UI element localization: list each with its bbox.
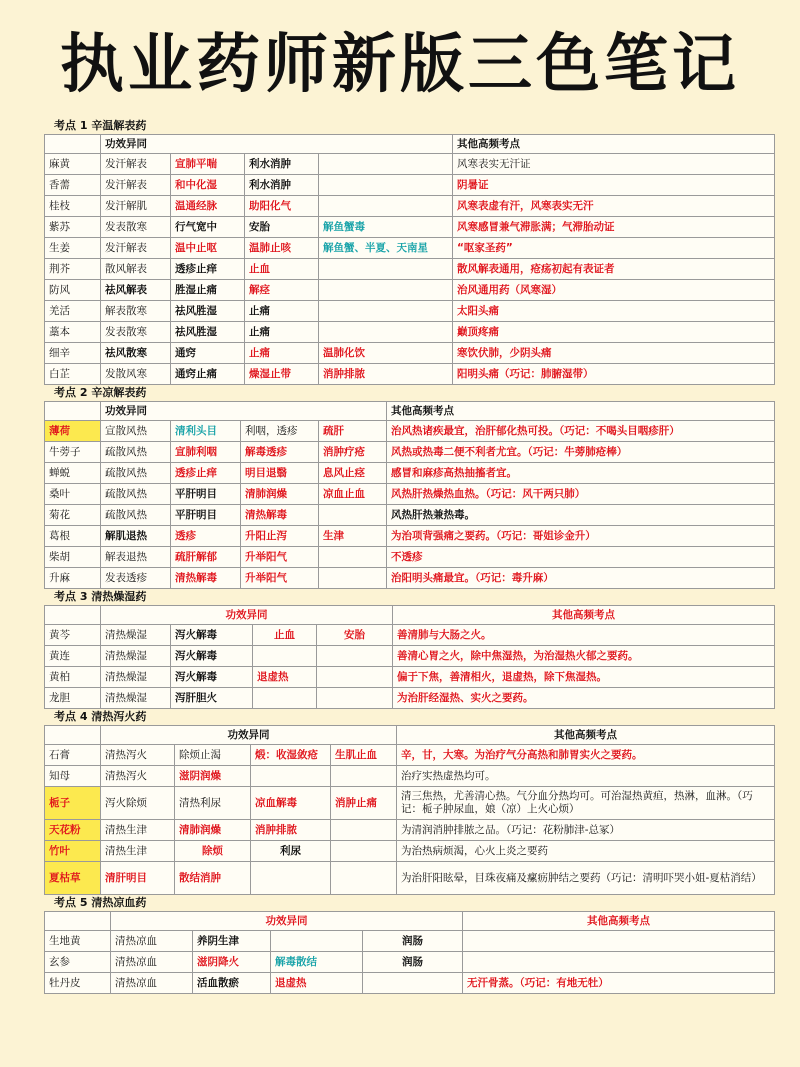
table-row bbox=[45, 364, 775, 385]
cell: “呕家圣药” bbox=[453, 238, 775, 259]
cell: 清利头目 bbox=[171, 421, 241, 442]
cell: 解表散寒 bbox=[101, 301, 171, 322]
table-row bbox=[45, 343, 775, 364]
table-row bbox=[45, 646, 775, 667]
cell: 平肝明目 bbox=[171, 484, 241, 505]
cell: 疏散风热 bbox=[101, 484, 171, 505]
cell: 清热燥湿 bbox=[101, 667, 171, 688]
section-5 bbox=[44, 895, 774, 994]
herb-name: 薄荷 bbox=[45, 421, 101, 442]
cell bbox=[251, 766, 331, 787]
table-row bbox=[45, 280, 775, 301]
table-row bbox=[45, 766, 775, 787]
section-table bbox=[44, 725, 775, 895]
header-cell: 功效异同 bbox=[101, 402, 387, 421]
cell: 疏肝 bbox=[319, 421, 387, 442]
cell: 宣散风热 bbox=[101, 421, 171, 442]
table-row bbox=[45, 952, 775, 973]
cell: 散风解表 bbox=[101, 259, 171, 280]
section-2 bbox=[44, 385, 774, 589]
cell: 发表透疹 bbox=[101, 568, 171, 589]
herb-name: 藁本 bbox=[45, 322, 101, 343]
cell: 宣肺利咽 bbox=[171, 442, 241, 463]
table-row bbox=[45, 505, 775, 526]
cell bbox=[319, 154, 453, 175]
cell: 祛风散寒 bbox=[101, 343, 171, 364]
section-table bbox=[44, 134, 775, 385]
cell: 退虚热 bbox=[271, 973, 363, 994]
herb-name: 天花粉 bbox=[45, 820, 101, 841]
cell bbox=[319, 322, 453, 343]
cell bbox=[251, 862, 331, 895]
cell: 阳明头痛（巧记：肺腑湿带） bbox=[453, 364, 775, 385]
table-row bbox=[45, 301, 775, 322]
cell: 巅顶疼痛 bbox=[453, 322, 775, 343]
table-row bbox=[45, 787, 775, 820]
cell: 止血 bbox=[245, 259, 319, 280]
cell: 利咽，透疹 bbox=[241, 421, 319, 442]
table-row bbox=[45, 442, 775, 463]
cell: 助阳化气 bbox=[245, 196, 319, 217]
cell: 行气宽中 bbox=[171, 217, 245, 238]
header-cell: 其他高频考点 bbox=[463, 912, 775, 931]
cell: 感冒和麻疹高热抽搐者宜。 bbox=[387, 463, 775, 484]
cell: 为治热病烦渴，心火上炎之要药 bbox=[397, 841, 775, 862]
herb-name: 玄参 bbox=[45, 952, 111, 973]
cell: 散结消肿 bbox=[175, 862, 251, 895]
cell: 透疹止痒 bbox=[171, 463, 241, 484]
header-cell: 其他高频考点 bbox=[453, 135, 775, 154]
cell: 清热凉血 bbox=[111, 931, 193, 952]
cell: 风热肝热燥热血热。（巧记：风干两只肺） bbox=[387, 484, 775, 505]
table-row bbox=[45, 667, 775, 688]
cell: 升阳止泻 bbox=[241, 526, 319, 547]
cell: 太阳头痛 bbox=[453, 301, 775, 322]
section-table bbox=[44, 401, 775, 589]
header-cell: 功效异同 bbox=[111, 912, 463, 931]
cell: 升举阳气 bbox=[241, 568, 319, 589]
cell: 清肺润燥 bbox=[175, 820, 251, 841]
cell: 辛，甘，大寒。为治疗气分高热和肺胃实火之要药。 bbox=[397, 745, 775, 766]
cell: 善清心胃之火，除中焦湿热，为治湿热火郁之要药。 bbox=[393, 646, 775, 667]
cell bbox=[331, 841, 397, 862]
herb-name: 黄连 bbox=[45, 646, 101, 667]
cell: 寒饮伏肺，少阴头痛 bbox=[453, 343, 775, 364]
herb-name: 柴胡 bbox=[45, 547, 101, 568]
cell: 升举阳气 bbox=[241, 547, 319, 568]
cell: 祛风胜湿 bbox=[171, 301, 245, 322]
cell: 消肿排脓 bbox=[251, 820, 331, 841]
table-row bbox=[45, 973, 775, 994]
herb-name: 白芷 bbox=[45, 364, 101, 385]
cell: 无汗骨蒸。（巧记：有地无牡） bbox=[463, 973, 775, 994]
cell: 生肌止血 bbox=[331, 745, 397, 766]
cell: 燥湿止带 bbox=[245, 364, 319, 385]
cell: 清热燥湿 bbox=[101, 646, 171, 667]
cell: 利水消肿 bbox=[245, 175, 319, 196]
table-row bbox=[45, 568, 775, 589]
cell: 为治肝阳眩晕，目珠夜痛及瘰疬肿结之要药（巧记：清明吓哭小姐-夏枯消结） bbox=[397, 862, 775, 895]
cell: 滋阴润燥 bbox=[175, 766, 251, 787]
cell: 发表散寒 bbox=[101, 217, 171, 238]
cell bbox=[317, 646, 393, 667]
cell: 清热凉血 bbox=[111, 973, 193, 994]
header-cell: 其他高频考点 bbox=[387, 402, 775, 421]
cell bbox=[331, 862, 397, 895]
cell: 治疗实热虚热均可。 bbox=[397, 766, 775, 787]
cell: 消肿疗疮 bbox=[319, 442, 387, 463]
cell bbox=[319, 196, 453, 217]
cell bbox=[319, 280, 453, 301]
cell bbox=[463, 952, 775, 973]
table-row bbox=[45, 484, 775, 505]
herb-name: 生姜 bbox=[45, 238, 101, 259]
cell: 养阴生津 bbox=[193, 931, 271, 952]
cell: 解表退热 bbox=[101, 547, 171, 568]
herb-name: 葛根 bbox=[45, 526, 101, 547]
cell: 凉血解毒 bbox=[251, 787, 331, 820]
section-label: 考点 1 辛温解表药 bbox=[54, 119, 147, 132]
cell: 泻火解毒 bbox=[171, 625, 253, 646]
cell: 煅：收湿敛疮 bbox=[251, 745, 331, 766]
herb-name: 黄芩 bbox=[45, 625, 101, 646]
cell: 为治肝经湿热、实火之要药。 bbox=[393, 688, 775, 709]
herb-name: 牡丹皮 bbox=[45, 973, 111, 994]
cell bbox=[319, 259, 453, 280]
cell bbox=[319, 301, 453, 322]
cell: 解肌退热 bbox=[101, 526, 171, 547]
table-row bbox=[45, 745, 775, 766]
table-row bbox=[45, 238, 775, 259]
herb-name: 香薷 bbox=[45, 175, 101, 196]
cell: 阴暑证 bbox=[453, 175, 775, 196]
cell: 活血散瘀 bbox=[193, 973, 271, 994]
cell bbox=[331, 766, 397, 787]
cell: 为治项背强痛之要药。（巧记：哥姐诊金升） bbox=[387, 526, 775, 547]
cell: 发表散寒 bbox=[101, 322, 171, 343]
table-row bbox=[45, 463, 775, 484]
section-1 bbox=[44, 118, 774, 385]
herb-name: 防风 bbox=[45, 280, 101, 301]
cell: 温肺化饮 bbox=[319, 343, 453, 364]
cell: 退虚热 bbox=[253, 667, 317, 688]
cell: 除烦止渴 bbox=[175, 745, 251, 766]
cell: 滋阴降火 bbox=[193, 952, 271, 973]
cell: 润肠 bbox=[363, 931, 463, 952]
cell: 偏于下焦，善清相火，退虚热，除下焦湿热。 bbox=[393, 667, 775, 688]
cell: 祛风胜湿 bbox=[171, 322, 245, 343]
cell: 平肝明目 bbox=[171, 505, 241, 526]
page-title: 执业药师新版三色笔记 bbox=[60, 28, 740, 102]
header-cell: 功效异同 bbox=[101, 606, 393, 625]
cell: 泻肝胆火 bbox=[171, 688, 253, 709]
section-label: 考点 2 辛凉解表药 bbox=[54, 386, 147, 399]
cell: 透疹止痒 bbox=[171, 259, 245, 280]
herb-name: 龙胆 bbox=[45, 688, 101, 709]
cell: 消肿排脓 bbox=[319, 364, 453, 385]
cell: 清热凉血 bbox=[111, 952, 193, 973]
cell: 温肺止咳 bbox=[245, 238, 319, 259]
section-label: 考点 4 清热泻火药 bbox=[54, 710, 147, 723]
cell: 疏肝解郁 bbox=[171, 547, 241, 568]
cell: 清热生津 bbox=[101, 841, 175, 862]
cell: 利水消肿 bbox=[245, 154, 319, 175]
cell: 为清润消肿排脓之品。（巧记：花粉肺津-总冢） bbox=[397, 820, 775, 841]
cell bbox=[253, 646, 317, 667]
cell: 疏散风热 bbox=[101, 463, 171, 484]
herb-name: 菊花 bbox=[45, 505, 101, 526]
cell bbox=[271, 931, 363, 952]
cell: 治风热诸疾最宜，治肝郁化热可投。（巧记：不喝头目咽疹肝） bbox=[387, 421, 775, 442]
table-row bbox=[45, 196, 775, 217]
cell: 治风通用药（风寒湿） bbox=[453, 280, 775, 301]
table-row bbox=[45, 931, 775, 952]
header-cell: 功效异同 bbox=[101, 726, 397, 745]
table-row bbox=[45, 322, 775, 343]
herb-name: 蝉蜕 bbox=[45, 463, 101, 484]
cell: 善清肺与大肠之火。 bbox=[393, 625, 775, 646]
herb-name: 牛蒡子 bbox=[45, 442, 101, 463]
section-3 bbox=[44, 589, 774, 709]
cell: 散风解表通用，疮疡初起有表证者 bbox=[453, 259, 775, 280]
table-row bbox=[45, 688, 775, 709]
herb-name: 紫苏 bbox=[45, 217, 101, 238]
cell: 止血 bbox=[253, 625, 317, 646]
cell: 通窍 bbox=[171, 343, 245, 364]
cell: 解毒透疹 bbox=[241, 442, 319, 463]
cell: 解鱼蟹毒 bbox=[319, 217, 453, 238]
cell bbox=[363, 973, 463, 994]
cell: 疏散风热 bbox=[101, 442, 171, 463]
cell: 清热泻火 bbox=[101, 766, 175, 787]
herb-name: 夏枯草 bbox=[45, 862, 101, 895]
herb-name: 生地黄 bbox=[45, 931, 111, 952]
cell: 不透疹 bbox=[387, 547, 775, 568]
herb-name: 桑叶 bbox=[45, 484, 101, 505]
section-4 bbox=[44, 709, 774, 895]
table-row bbox=[45, 421, 775, 442]
section-table bbox=[44, 605, 775, 709]
table-row bbox=[45, 547, 775, 568]
table-row bbox=[45, 526, 775, 547]
cell: 发汗解肌 bbox=[101, 196, 171, 217]
cell: 除烦 bbox=[175, 841, 251, 862]
table-row bbox=[45, 154, 775, 175]
cell: 清热解毒 bbox=[241, 505, 319, 526]
cell: 解毒散结 bbox=[271, 952, 363, 973]
cell: 疏散风热 bbox=[101, 505, 171, 526]
cell: 风热或热毒二便不利者尤宜。（巧记：牛蒡肺疮棒） bbox=[387, 442, 775, 463]
section-label: 考点 5 清热凉血药 bbox=[54, 896, 147, 909]
cell: 止痛 bbox=[245, 322, 319, 343]
herb-name: 竹叶 bbox=[45, 841, 101, 862]
cell: 清热燥湿 bbox=[101, 625, 171, 646]
cell bbox=[317, 667, 393, 688]
cell: 清热生津 bbox=[101, 820, 175, 841]
cell bbox=[319, 568, 387, 589]
cell: 泻火解毒 bbox=[171, 667, 253, 688]
table-row bbox=[45, 259, 775, 280]
herb-name: 荆芥 bbox=[45, 259, 101, 280]
cell: 清三焦热，尤善清心热。气分血分热均可。可治湿热黄疸，热淋，血淋。（巧记：栀子肿尿血，娘（凉）上火心烦） bbox=[397, 787, 775, 820]
cell: 生津 bbox=[319, 526, 387, 547]
cell: 凉血止血 bbox=[319, 484, 387, 505]
cell: 风寒表实无汗证 bbox=[453, 154, 775, 175]
cell: 发汗解表 bbox=[101, 175, 171, 196]
cell: 通窍止痛 bbox=[171, 364, 245, 385]
section-table bbox=[44, 911, 775, 994]
table-row bbox=[45, 841, 775, 862]
cell: 清肺润燥 bbox=[241, 484, 319, 505]
cell bbox=[463, 931, 775, 952]
cell: 息风止痉 bbox=[319, 463, 387, 484]
cell: 安胎 bbox=[317, 625, 393, 646]
herb-name: 栀子 bbox=[45, 787, 101, 820]
table-row bbox=[45, 862, 775, 895]
cell: 消肿止痛 bbox=[331, 787, 397, 820]
table-row bbox=[45, 625, 775, 646]
cell: 清热泻火 bbox=[101, 745, 175, 766]
herb-name: 知母 bbox=[45, 766, 101, 787]
cell: 清肝明目 bbox=[101, 862, 175, 895]
cell: 润肠 bbox=[363, 952, 463, 973]
cell: 风寒表虚有汗，风寒表实无汗 bbox=[453, 196, 775, 217]
section-label: 考点 3 清热燥湿药 bbox=[54, 590, 147, 603]
cell bbox=[317, 688, 393, 709]
herb-name: 黄柏 bbox=[45, 667, 101, 688]
cell bbox=[319, 175, 453, 196]
table-row bbox=[45, 175, 775, 196]
cell: 风热肝热兼热毒。 bbox=[387, 505, 775, 526]
cell: 泻火除烦 bbox=[101, 787, 175, 820]
cell: 泻火解毒 bbox=[171, 646, 253, 667]
herb-name: 石膏 bbox=[45, 745, 101, 766]
cell: 和中化湿 bbox=[171, 175, 245, 196]
cell: 治阳明头痛最宜。（巧记：毒升麻） bbox=[387, 568, 775, 589]
header-cell: 其他高频考点 bbox=[393, 606, 775, 625]
cell: 安胎 bbox=[245, 217, 319, 238]
cell: 胜湿止痛 bbox=[171, 280, 245, 301]
cell: 风寒感冒兼气滞胀满；气滞胎动证 bbox=[453, 217, 775, 238]
cell: 宣肺平喘 bbox=[171, 154, 245, 175]
cell: 清热燥湿 bbox=[101, 688, 171, 709]
cell: 利尿 bbox=[251, 841, 331, 862]
cell: 止痛 bbox=[245, 343, 319, 364]
cell bbox=[319, 505, 387, 526]
cell: 温通经脉 bbox=[171, 196, 245, 217]
cell: 发散风寒 bbox=[101, 364, 171, 385]
cell: 祛风解表 bbox=[101, 280, 171, 301]
cell: 透疹 bbox=[171, 526, 241, 547]
cell: 清热解毒 bbox=[171, 568, 241, 589]
cell bbox=[319, 547, 387, 568]
herb-name: 细辛 bbox=[45, 343, 101, 364]
cell: 温中止呕 bbox=[171, 238, 245, 259]
cell: 发汗解表 bbox=[101, 154, 171, 175]
cell: 解痉 bbox=[245, 280, 319, 301]
herb-name: 升麻 bbox=[45, 568, 101, 589]
cell: 明目退翳 bbox=[241, 463, 319, 484]
herb-name: 麻黄 bbox=[45, 154, 101, 175]
cell: 发汗解表 bbox=[101, 238, 171, 259]
cell bbox=[253, 688, 317, 709]
table-row bbox=[45, 820, 775, 841]
herb-name: 羌活 bbox=[45, 301, 101, 322]
header-cell: 其他高频考点 bbox=[397, 726, 775, 745]
cell: 清热利尿 bbox=[175, 787, 251, 820]
herb-name: 桂枝 bbox=[45, 196, 101, 217]
header-cell: 功效异同 bbox=[101, 135, 453, 154]
cell: 止痛 bbox=[245, 301, 319, 322]
cell bbox=[331, 820, 397, 841]
cell: 解鱼蟹、半夏、天南星 bbox=[319, 238, 453, 259]
table-row bbox=[45, 217, 775, 238]
